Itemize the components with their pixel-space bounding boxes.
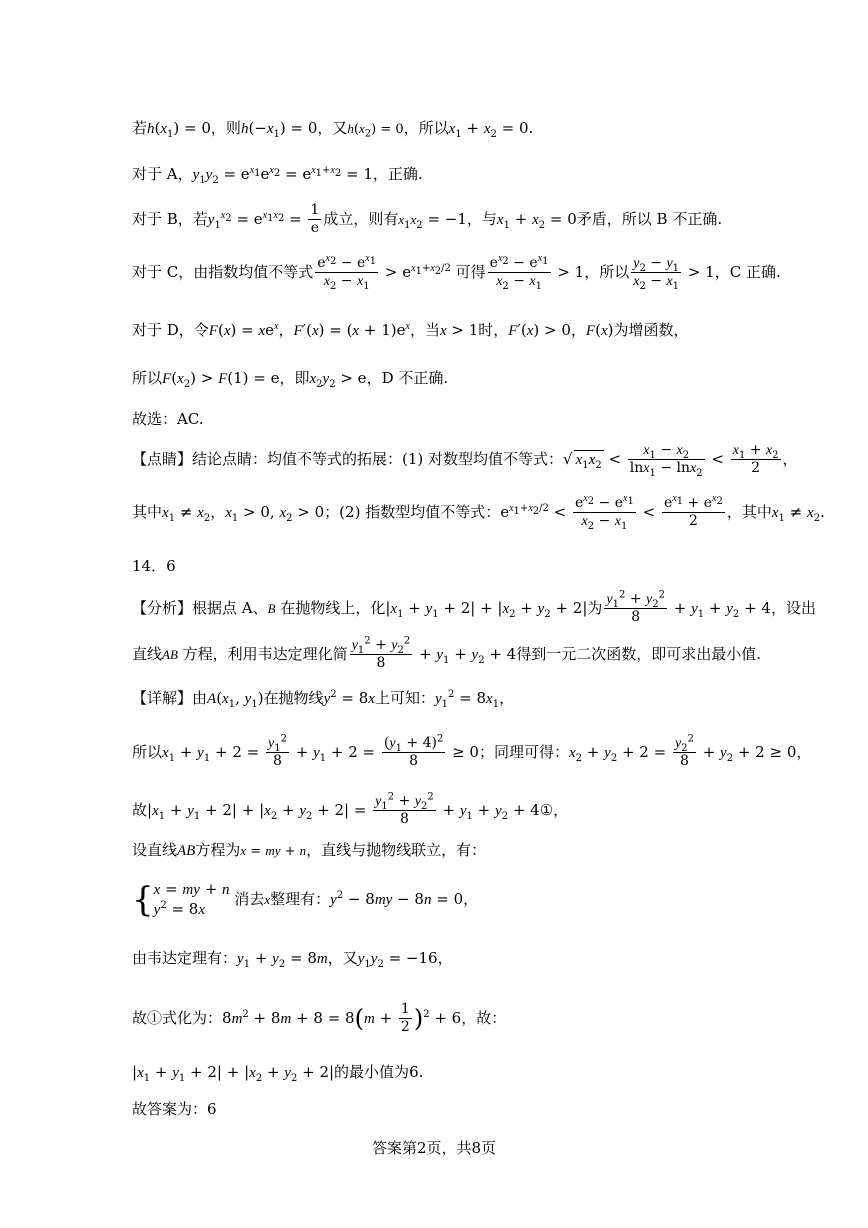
paragraph-13: 【详解】由$A(x_1$, $y_1$)在抛物线$y^2 = 8x$上可知：$y_1^2 = 8x_1$， [132,689,515,710]
paragraph-2: 对于 A，$y_1y_2 = e^{x_1}e^{x_2} = e^{x_1+x_2} = 1$，正确. [132,165,423,186]
paragraph-1: 若$h(x_1) = 0$，则$h(-x_1) = 0$，又$h(x_2) = 0$，所以$x_1 + x_2 = 0$. [132,119,534,140]
paragraph-6: 所以$F(x_2) > F(1) = e$，即$x_2y_2 > e$，D 不正确. [132,369,449,390]
page-footer: 答案第2页，共8页 [371,1139,497,1157]
paragraph-5: 对于 D，令$F(x) = xe^x$，$F'(x) = (x + 1)e^x$，当x > 1时，F′(x) > 0，F(x)为增函数， [132,321,689,339]
paragraph-11: 【分析】根据点 A、B 在抛物线上，化$|x_1 + y_1 + 2| + |x_2 + y_2 + 2|$为 $\frac{y_1^2 + y_2^2}{8}$ + $y_1 + y_2 + 4$，设出 [132,589,816,626]
paragraph-17: {x = my + n $y^2 = 8x$ 消去x整理有：$y^2 - 8my - 8n = 0$， [132,879,479,920]
paragraph-18: 由韦达定理有：$y_1 + y_2 = 8m$，又$y_1y_2 = -16$， [132,949,453,970]
paragraph-8: 【点睛】结论点睛：均值不等式的拓展：(1) 对数型均值不等式：√ $x_1x_2$ < $\frac{x_1 - x_2}{\ln x_1 - \ln x_2}$ < $\frac{x_1 + x_2}{2}$ ， [132,442,798,480]
paragraph-16: 设直线AB方程为x = my + n，直线与抛物线联立，有： [132,841,487,859]
paragraph-15: 故$|x_1 + y_1 + 2| + |x_2 + y_2 + 2|$ = $\frac{y_1^2 + y_2^2}{8}$ + $y_1 + y_2$ + 4①， [132,791,569,828]
paragraph-3: 对于 B，若$y_1^{x_2} = e^{x_1x_2}$ = $\frac{1}{e}$ 成立，则有$x_1x_2 = -1$，与$x_1 + x_2 = 0$矛盾，所以 B 不正确. [132,202,723,237]
paragraph-20: $|x_1 + y_1 + 2| + |x_2 + y_2 + 2|$的最小值为6. [132,1063,424,1084]
paragraph-21: 故答案为：6 [132,1100,217,1118]
paragraph-7: 故选：AC. [132,410,204,428]
paragraph-14: 所以$x_1 + y_1 + 2$ = $\frac{y_1^2}{8}$ + $y_1 + 2$ = $\frac{(y_1 + 4)^2}{8}$ ≥ 0；同理可得：$x_2 + y_2 + 2$ = $\frac{y_2^2}{8}$ + $y_2 + 2 \ge 0$， [132,733,812,770]
paragraph-10: 14．6 [132,557,176,575]
paragraph-19: 故①式化为：$8m^2 + 8m + 8 = 8(m$ + $\frac{1}{2}$ )$^2$ + 6，故： [132,1001,507,1036]
paragraph-4: 对于 C，由指数均值不等式 $\frac{e^{x_2} - e^{x_1}}{x_2 - x_1}$ > $e^{x_1+x_2/2}$ 可得 $\frac{e^{x_2} - e^{x_1}}{x_2 - x_1}$ > 1，所以 $\frac{y_2 - y_1}{x_2 - x_1}$ > 1，C 正确. [132,253,781,293]
paragraph-9: 其中$x_1 \ne x_2$，$x_1 > 0$, $x_2 > 0$；(2) 指数型均值不等式：$e^{x_1+x_2/2}$ < $\frac{e^{x_2} - e^{x_1}}{x_2 - x_1}$ < $\frac{e^{x_1} + e^{x_2}}{2}$ ，其中$x_1 \ne x_2$. [132,493,825,533]
paragraph-12: 直线AB 方程，利用韦达定理化简 $\frac{y_1^2 + y_2^2}{8}$ + $y_1 + y_2 + 4$得到一元二次函数，即可求出最小值. [132,635,762,672]
